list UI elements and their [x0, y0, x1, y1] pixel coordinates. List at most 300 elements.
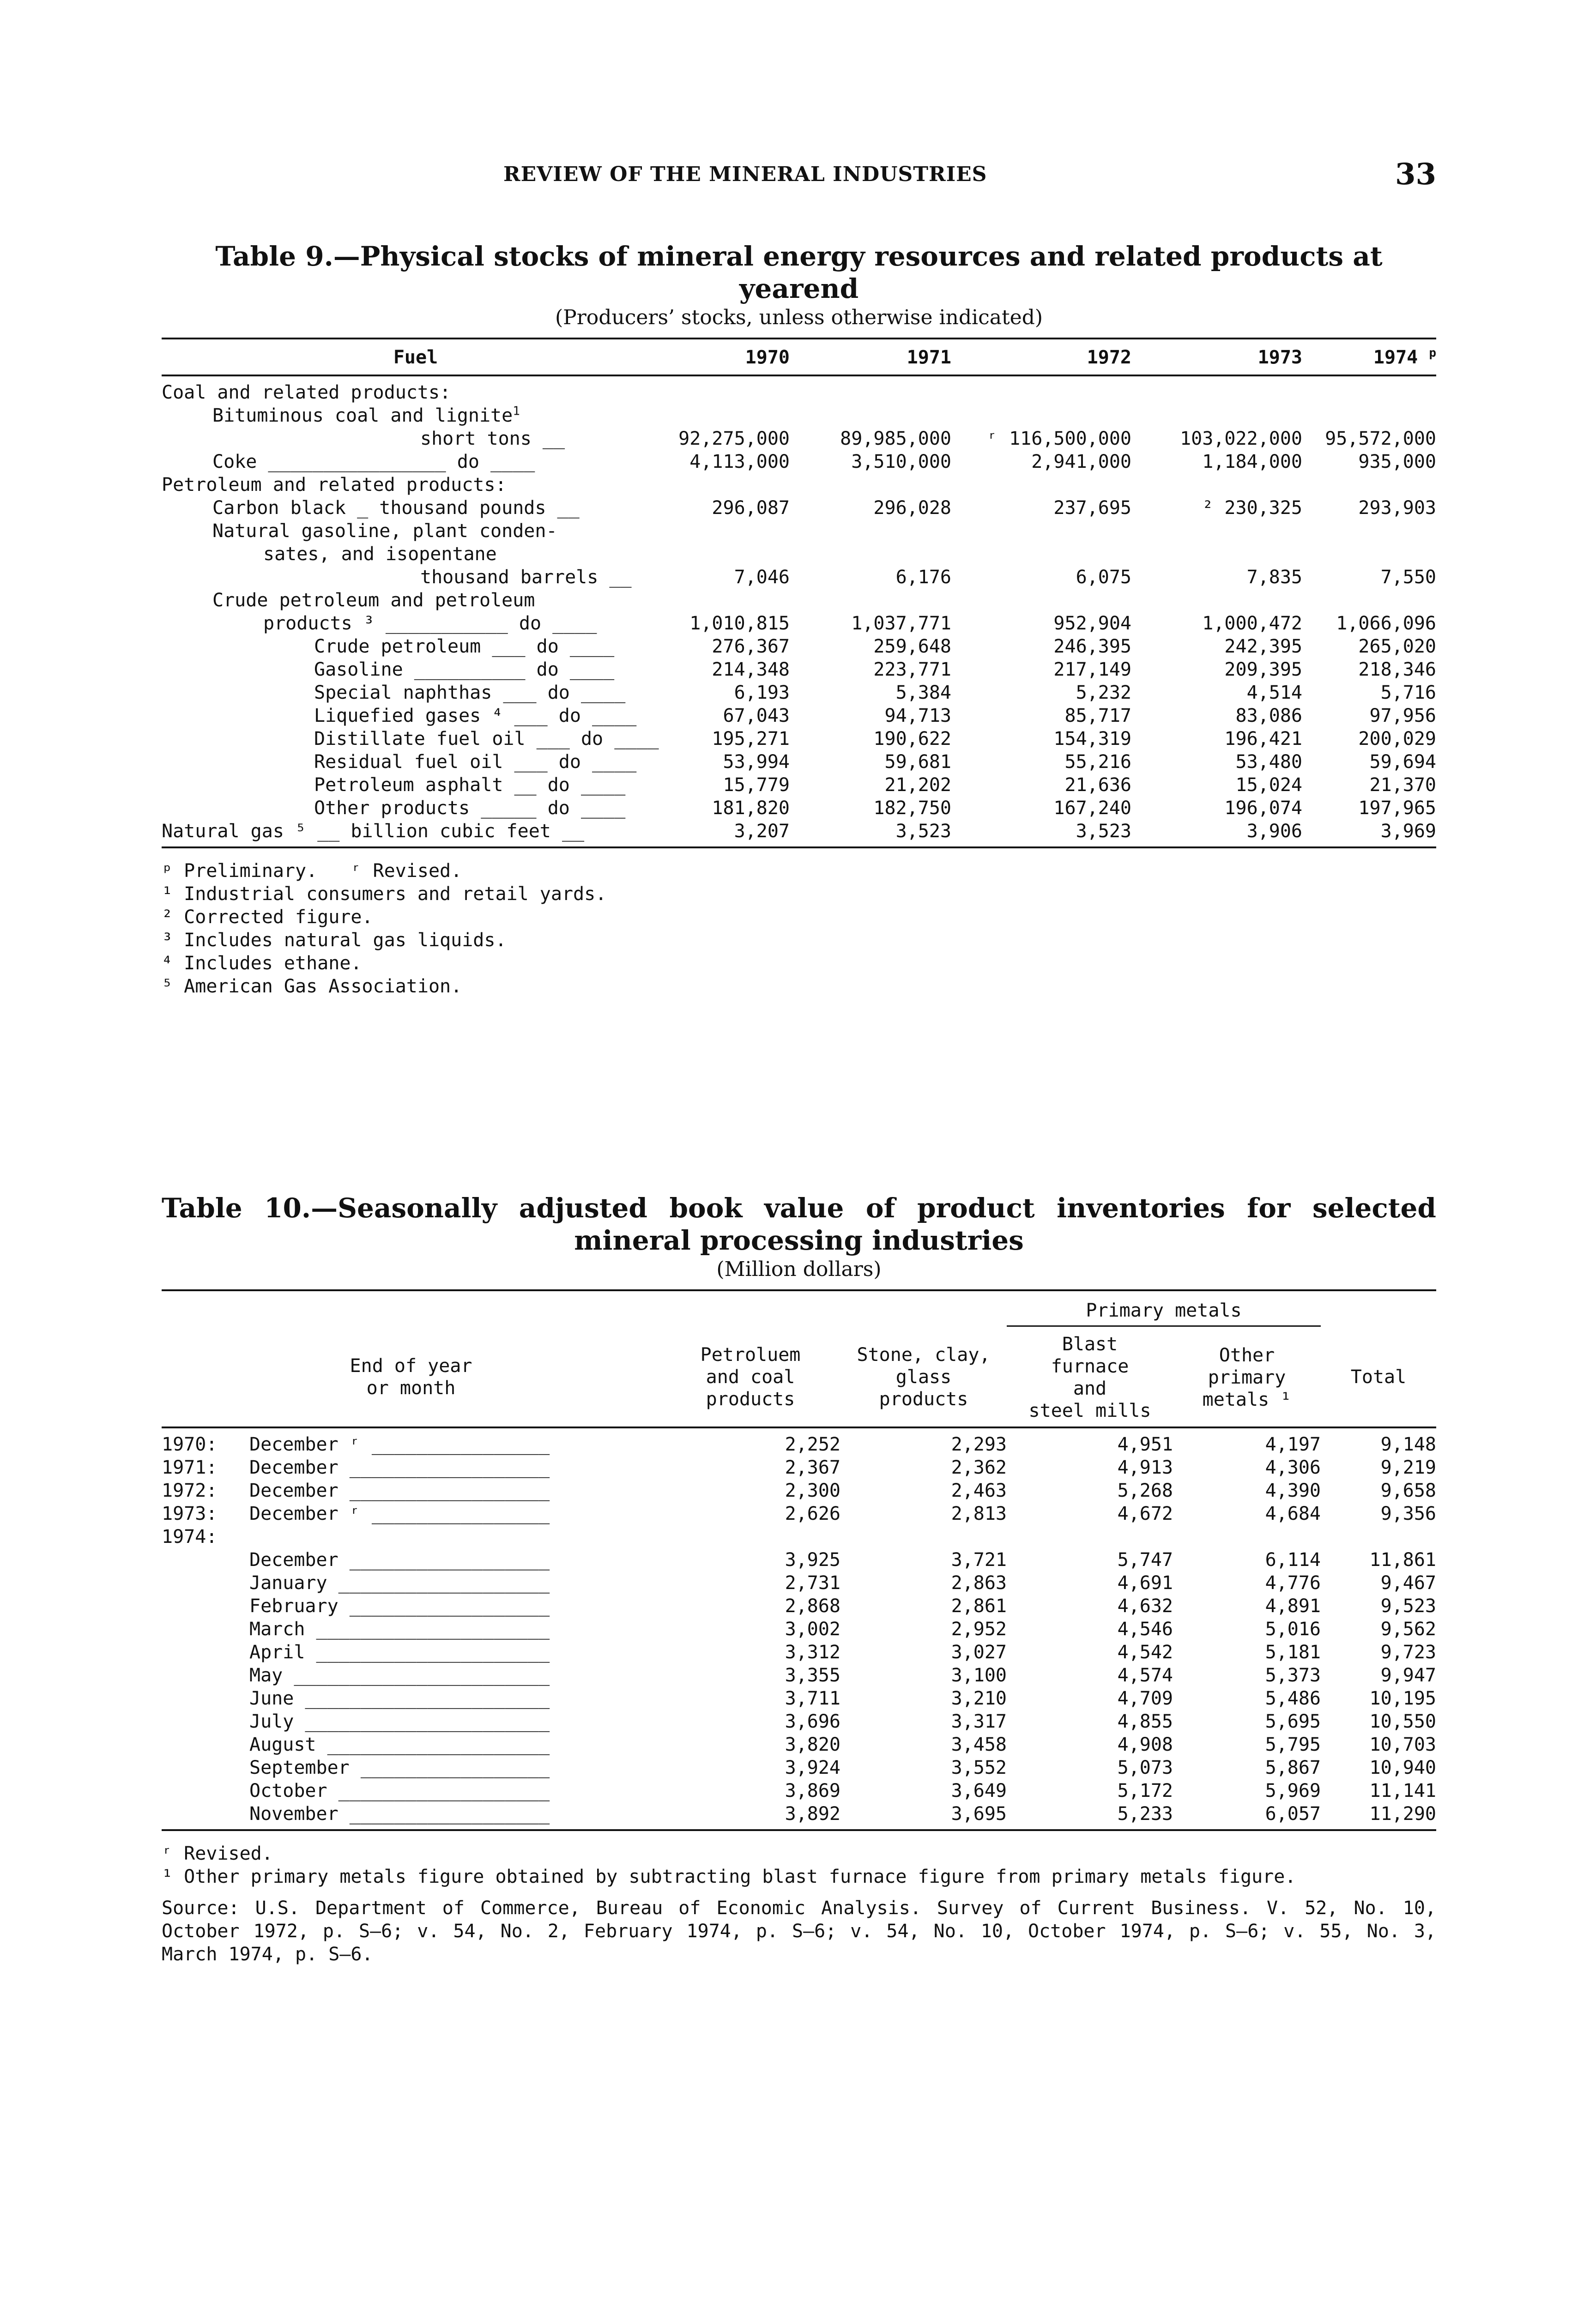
- table-row: [162, 774, 1436, 797]
- row-label-text: Distillate fuel oil ___ do ____: [314, 728, 659, 750]
- cell-value: 5,747: [1117, 1549, 1173, 1571]
- month-text: December ʳ: [249, 1434, 361, 1455]
- cell-value: 167,240: [1053, 798, 1131, 819]
- cell-value: 4,684: [1265, 1503, 1321, 1524]
- table-row: [162, 566, 1436, 589]
- month-text: December ʳ: [249, 1503, 361, 1524]
- cell-value: 1,010,815: [689, 613, 790, 634]
- cell-value: 11,290: [1321, 1802, 1436, 1830]
- cell-value: [790, 473, 951, 496]
- cell-value: 5,233: [1007, 1802, 1173, 1830]
- cell-value: 2,813: [951, 1503, 1007, 1524]
- row-label-text: Other products _____ do ____: [314, 798, 626, 819]
- leader-dots: ___________________: [327, 1780, 550, 1801]
- table10-subtitle: (Million dollars): [716, 1257, 882, 1281]
- table-row: [162, 427, 1436, 450]
- row-label-text: Coke ________________ do ____: [212, 451, 535, 472]
- table-row: [162, 1479, 1436, 1502]
- cell-value: [670, 375, 790, 404]
- cell-value: 6,075: [1076, 567, 1131, 588]
- cell-value: 3,002: [785, 1619, 840, 1640]
- table-row: [162, 473, 1436, 496]
- cell-value: 5,373: [1265, 1665, 1321, 1686]
- table-row: [162, 612, 1436, 635]
- cell-value: 1,184,000: [1202, 451, 1302, 472]
- cell-value: 5,486: [1265, 1688, 1321, 1709]
- table-row: [162, 1548, 1436, 1572]
- row-label-text: short tons __: [420, 428, 565, 449]
- row-label: [162, 612, 670, 635]
- cell-value: 2,367: [785, 1457, 840, 1478]
- cell-value: 2,861: [951, 1596, 1007, 1617]
- row-label-text: Special naphthas ___ do ____: [314, 682, 626, 703]
- row-label-text: products ³ ___________ do ____: [263, 613, 597, 634]
- month-cell: [249, 1548, 660, 1572]
- footnote-ref: 1: [513, 404, 520, 418]
- cell-value: 5,172: [1117, 1780, 1173, 1801]
- table-row: [162, 658, 1436, 681]
- cell-value: 5,073: [1117, 1757, 1173, 1778]
- cell-value: 237,695: [1053, 497, 1131, 519]
- cell-value: 5,695: [1265, 1711, 1321, 1732]
- month-cell: [249, 1456, 660, 1479]
- leader-dots: _______________________: [283, 1665, 550, 1686]
- cell-value: 3,649: [951, 1780, 1007, 1801]
- month-cell: [249, 1641, 660, 1664]
- month-cell: [249, 1618, 660, 1641]
- cell-value: [951, 375, 1131, 404]
- table9: [162, 338, 1436, 848]
- cell-value: 3,695: [840, 1802, 1007, 1830]
- table-row: [162, 820, 1436, 847]
- cell-value: 55,216: [1064, 751, 1131, 773]
- cell-value: 9,723: [1380, 1642, 1436, 1663]
- cell-value: [951, 473, 1131, 496]
- cell-value: 4,546: [1117, 1619, 1173, 1640]
- leader-dots: _____________________: [305, 1642, 550, 1663]
- table-row: [162, 1595, 1436, 1618]
- cell-value: 5,795: [1265, 1734, 1321, 1755]
- cell-value: 4,574: [1117, 1665, 1173, 1686]
- cell-value: 59,681: [884, 751, 951, 773]
- document-page: [162, 157, 1436, 1966]
- cell-value: 4,951: [1117, 1434, 1173, 1455]
- cell-value: 2,863: [951, 1572, 1007, 1594]
- table-row: [162, 727, 1436, 750]
- table10-title: Table 10.—Seasonally adjusted book value of product inventories for selected mineral processing industries: [162, 1192, 1436, 1256]
- table-row: [162, 635, 1436, 658]
- month-cell: [249, 1733, 660, 1756]
- cell-value: 9,219: [1380, 1457, 1436, 1478]
- cell-value: 9,947: [1380, 1665, 1436, 1686]
- primary-metals-header: Primary metals: [1007, 1290, 1321, 1326]
- cell-value: 3,458: [951, 1734, 1007, 1755]
- cell-value: 3,696: [785, 1711, 840, 1732]
- table-row: [162, 797, 1436, 820]
- page-number: 33: [1395, 157, 1436, 192]
- month-cell: [249, 1687, 660, 1710]
- row-label: [162, 520, 670, 543]
- cell-value: 154,319: [1053, 728, 1131, 750]
- row-label-text: Residual fuel oil ___ do ____: [314, 751, 637, 773]
- cell-value: 3,210: [951, 1688, 1007, 1709]
- leader-dots: __________________: [338, 1480, 550, 1501]
- table-row: [162, 589, 1436, 612]
- running-header: [162, 157, 1436, 208]
- cell-value: 10,195: [1369, 1688, 1436, 1709]
- row-label-text: Crude petroleum ___ do ____: [314, 636, 615, 657]
- cell-value: 190,622: [873, 728, 951, 750]
- cell-value: 3,721: [951, 1549, 1007, 1571]
- cell-value: [951, 520, 1131, 543]
- table-row: [162, 1756, 1436, 1779]
- col-fuel: Fuel: [162, 338, 670, 375]
- cell-value: 182,750: [873, 798, 951, 819]
- cell-value: 196,421: [1224, 728, 1302, 750]
- footnote: ᵖ Preliminary. ʳ Revised.: [162, 860, 462, 882]
- cell-value: 5,181: [1265, 1642, 1321, 1663]
- cell-value: [790, 404, 951, 427]
- cell-value: 3,820: [785, 1734, 840, 1755]
- row-label: [162, 496, 670, 520]
- cell-value: 3,552: [951, 1757, 1007, 1778]
- row-label-text: Petroleum asphalt __ do ____: [314, 774, 626, 796]
- cell-value: 209,395: [1224, 659, 1302, 680]
- month-cell: [249, 1664, 660, 1687]
- table9-subtitle: (Producers’ stocks, unless otherwise indicated): [555, 306, 1043, 329]
- cell-value: 10,940: [1369, 1757, 1436, 1778]
- cell-value: 4,855: [1117, 1711, 1173, 1732]
- col-1973: 1973: [1131, 338, 1302, 375]
- table-row: [162, 1427, 1436, 1456]
- cell-value: 5,716: [1380, 682, 1436, 703]
- row-label: [162, 681, 670, 704]
- cell-value: 10,703: [1369, 1734, 1436, 1755]
- cell-value: 3,523: [951, 820, 1131, 847]
- cell-value: 9,562: [1380, 1619, 1436, 1640]
- cell-value: 6,176: [895, 567, 951, 588]
- cell-value: [670, 473, 790, 496]
- cell-value: [1302, 375, 1436, 404]
- year-cell: [162, 1802, 249, 1830]
- cell-value: 276,367: [712, 636, 790, 657]
- cell-value: 7,046: [734, 567, 790, 588]
- table-row: [162, 404, 1436, 427]
- month-cell: [249, 1525, 660, 1548]
- cell-value: 4,776: [1265, 1572, 1321, 1594]
- year-cell: [162, 1618, 249, 1641]
- month-cell: [249, 1802, 660, 1830]
- col-1971: 1971: [790, 338, 951, 375]
- cell-value: 3,355: [785, 1665, 840, 1686]
- cell-value: [1131, 375, 1302, 404]
- table-row: [162, 375, 1436, 404]
- cell-value: [1321, 1525, 1436, 1548]
- footnote: ³ Includes natural gas liquids.: [162, 930, 507, 951]
- year-cell: [162, 1595, 249, 1618]
- cell-value: 3,317: [951, 1711, 1007, 1732]
- cell-value: 3,207: [670, 820, 790, 847]
- year-cell: [162, 1572, 249, 1595]
- cell-value: 3,892: [660, 1802, 840, 1830]
- year-cell: [162, 1710, 249, 1733]
- leader-dots: ______________________: [294, 1688, 550, 1709]
- row-label: [162, 589, 670, 612]
- cell-value: 6,193: [734, 682, 790, 703]
- month-text: December: [249, 1457, 339, 1478]
- cell-value: 242,395: [1224, 636, 1302, 657]
- cell-value: [1131, 473, 1302, 496]
- row-label: [162, 704, 670, 727]
- cell-value: 3,312: [785, 1642, 840, 1663]
- row-label-text: sates, and isopentane: [263, 544, 497, 565]
- cell-value: 92,275,000: [678, 428, 790, 449]
- leader-dots: ___________________: [327, 1572, 550, 1594]
- cell-value: 85,717: [1064, 705, 1131, 726]
- cell-value: 4,632: [1117, 1596, 1173, 1617]
- cell-value: 2,731: [785, 1572, 840, 1594]
- cell-value: 3,027: [951, 1642, 1007, 1663]
- month-cell: [249, 1756, 660, 1779]
- month-text: February: [249, 1596, 339, 1617]
- col-blast-furnace: Blast furnace and steel mills: [1007, 1326, 1173, 1428]
- table-row: [162, 1641, 1436, 1664]
- cell-value: 5,384: [895, 682, 951, 703]
- year-cell: [162, 1733, 249, 1756]
- cell-value: [670, 520, 790, 543]
- cell-value: 67,043: [723, 705, 790, 726]
- col-1970: 1970: [670, 338, 790, 375]
- cell-value: 214,348: [712, 659, 790, 680]
- month-text: March: [249, 1619, 305, 1640]
- cell-value: [660, 1525, 840, 1548]
- cell-value: 4,113,000: [689, 451, 790, 472]
- cell-value: 15,779: [723, 774, 790, 796]
- cell-value: 2,463: [951, 1480, 1007, 1501]
- cell-value: 197,965: [1358, 798, 1436, 819]
- cell-value: [1302, 589, 1436, 612]
- cell-value: [1131, 543, 1302, 566]
- month-text: September: [249, 1757, 350, 1778]
- row-label-text: Crude petroleum and petroleum: [212, 590, 535, 611]
- month-text: December: [249, 1549, 339, 1571]
- leader-dots: __________________: [338, 1596, 550, 1617]
- cell-value: 196,074: [1224, 798, 1302, 819]
- cell-value: 259,648: [873, 636, 951, 657]
- row-label-text: Carbon black _ thousand pounds __: [212, 497, 580, 519]
- cell-value: 218,346: [1358, 659, 1436, 680]
- cell-value: 2,362: [951, 1457, 1007, 1478]
- table9-title: Table 9.—Physical stocks of mineral energy resources and related products at yearend: [215, 241, 1383, 304]
- cell-value: 3,924: [785, 1757, 840, 1778]
- cell-value: [951, 543, 1131, 566]
- cell-value: 4,709: [1117, 1688, 1173, 1709]
- cell-value: [840, 1525, 1007, 1548]
- col-period: End of year or month: [162, 1326, 660, 1428]
- cell-value: 4,913: [1117, 1457, 1173, 1478]
- cell-value: 21,370: [1369, 774, 1436, 796]
- cell-value: [1302, 404, 1436, 427]
- footnote: ² Corrected figure.: [162, 907, 373, 928]
- cell-value: 195,271: [712, 728, 790, 750]
- row-label: [162, 750, 670, 774]
- cell-value: 3,969: [1302, 820, 1436, 847]
- cell-value: 200,029: [1358, 728, 1436, 750]
- leader-dots: ______________________: [294, 1711, 550, 1732]
- month-text: May: [249, 1665, 283, 1686]
- row-label: [162, 404, 670, 427]
- table9-footnotes: [162, 859, 1436, 998]
- row-label: [162, 727, 670, 750]
- cell-value: 5,268: [1117, 1480, 1173, 1501]
- row-label: [162, 658, 670, 681]
- row-label: [162, 543, 670, 566]
- leader-dots: _____________________: [305, 1619, 550, 1640]
- cell-value: 181,820: [712, 798, 790, 819]
- cell-value: 2,626: [785, 1503, 840, 1524]
- year-cell: 1971:: [162, 1457, 218, 1478]
- cell-value: [1131, 589, 1302, 612]
- cell-value: 9,467: [1380, 1572, 1436, 1594]
- table10-section: [162, 1192, 1436, 1966]
- month-cell: [249, 1502, 660, 1525]
- cell-value: 11,141: [1369, 1780, 1436, 1801]
- cell-value: 21,202: [884, 774, 951, 796]
- cell-value: 223,771: [873, 659, 951, 680]
- month-text: August: [249, 1734, 316, 1755]
- cell-value: 59,694: [1369, 751, 1436, 773]
- cell-value: [1131, 520, 1302, 543]
- table9-header-row: [162, 338, 1436, 375]
- table10-footnotes: [162, 1842, 1436, 1888]
- year-cell: [162, 1641, 249, 1664]
- table-row: [162, 1502, 1436, 1525]
- col-petroleum: Petroluem and coal products: [660, 1326, 840, 1428]
- cell-value: 4,390: [1265, 1480, 1321, 1501]
- cell-value: 53,480: [1235, 751, 1302, 773]
- cell-value: 6,057: [1173, 1802, 1321, 1830]
- cell-value: 95,572,000: [1325, 428, 1436, 449]
- cell-value: 21,636: [1064, 774, 1131, 796]
- cell-value: 9,658: [1380, 1480, 1436, 1501]
- cell-value: 6,114: [1265, 1549, 1321, 1571]
- cell-value: [951, 404, 1131, 427]
- row-label-text: Bituminous coal and lignite: [212, 405, 513, 426]
- cell-value: 3,510,000: [851, 451, 951, 472]
- cell-value: 4,908: [1117, 1734, 1173, 1755]
- cell-value: 9,148: [1380, 1434, 1436, 1455]
- cell-value: [1302, 520, 1436, 543]
- cell-value: 7,550: [1380, 567, 1436, 588]
- cell-value: 4,891: [1265, 1596, 1321, 1617]
- cell-value: 1,066,096: [1336, 613, 1436, 634]
- cell-value: 2,293: [951, 1434, 1007, 1455]
- month-text: April: [249, 1642, 305, 1663]
- row-label: [162, 566, 670, 589]
- cell-value: 2,252: [785, 1434, 840, 1455]
- year-cell: 1973:: [162, 1503, 218, 1524]
- row-label-text: Natural gasoline, plant conden-: [212, 520, 557, 542]
- year-cell: [162, 1664, 249, 1687]
- cell-value: 9,356: [1380, 1503, 1436, 1524]
- table-row: [162, 520, 1436, 543]
- cell-value: [790, 375, 951, 404]
- cell-value: 4,197: [1265, 1434, 1321, 1455]
- month-cell: [249, 1427, 660, 1456]
- row-label: [162, 797, 670, 820]
- col-other-primary: Other primary metals ¹: [1173, 1326, 1321, 1428]
- cell-value: 3,523: [790, 820, 951, 847]
- cell-value: 103,022,000: [1180, 428, 1302, 449]
- cell-value: [670, 404, 790, 427]
- cell-value: [790, 589, 951, 612]
- cell-value: [670, 543, 790, 566]
- leader-dots: ________________: [360, 1503, 550, 1524]
- year-cell: [162, 1687, 249, 1710]
- col-1974: 1974 $^p$: [1302, 338, 1436, 375]
- table-row: [162, 1710, 1436, 1733]
- cell-value: [1302, 473, 1436, 496]
- cell-value: 296,087: [712, 497, 790, 519]
- leader-dots: __________________: [338, 1457, 550, 1478]
- cell-value: 3,925: [785, 1549, 840, 1571]
- leader-dots: ________________: [360, 1434, 550, 1455]
- month-text: October: [249, 1780, 327, 1801]
- cell-value: 10,550: [1369, 1711, 1436, 1732]
- row-label-text: Natural gas ⁵ __ billion cubic feet __: [162, 821, 585, 842]
- row-label: [162, 635, 670, 658]
- row-label: [162, 375, 670, 404]
- footnote: ⁵ American Gas Association.: [162, 976, 462, 997]
- month-text: November: [249, 1803, 339, 1825]
- leader-dots: ____________________: [316, 1734, 550, 1755]
- table-row: [162, 1618, 1436, 1641]
- cell-value: 11,861: [1369, 1549, 1436, 1571]
- year-cell: 1970:: [162, 1434, 218, 1455]
- row-label: [162, 774, 670, 797]
- cell-value: 94,713: [884, 705, 951, 726]
- cell-value: ʳ 116,500,000: [986, 428, 1131, 449]
- cell-value: 246,395: [1053, 636, 1131, 657]
- row-label-text: Coal and related products:: [162, 382, 451, 403]
- cell-value: [1173, 1525, 1321, 1548]
- table-row: [162, 450, 1436, 473]
- cell-value: 4,672: [1117, 1503, 1173, 1524]
- table-row: [162, 496, 1436, 520]
- cell-value: 1,000,472: [1202, 613, 1302, 634]
- table-row: [162, 704, 1436, 727]
- table-row: [162, 750, 1436, 774]
- cell-value: 89,985,000: [840, 428, 951, 449]
- cell-value: 217,149: [1053, 659, 1131, 680]
- year-cell: [162, 1548, 249, 1572]
- table10-source: Source: U.S. Department of Commerce, Bureau of Economic Analysis. Survey of Current Business. V. 52, No. 10, October 1972, p. S–6; v. 54, No. 2, February 1974, p. S–6; v. 54, No. 10, October 1974, p. S–6; v. 55, No. 3, March 1974, p. S–6.: [162, 1898, 1436, 1965]
- cell-value: 3,100: [951, 1665, 1007, 1686]
- running-title: REVIEW OF THE MINERAL INDUSTRIES: [503, 163, 987, 186]
- table9-body: [162, 375, 1436, 847]
- table-row: [162, 1525, 1436, 1548]
- cell-value: 293,903: [1358, 497, 1436, 519]
- leader-dots: __________________: [338, 1549, 550, 1571]
- month-cell: [249, 1572, 660, 1595]
- year-cell: 1974:: [162, 1526, 218, 1547]
- footnote: ʳ Revised.: [162, 1843, 273, 1864]
- cell-value: 5,969: [1265, 1780, 1321, 1801]
- cell-value: 4,514: [1246, 682, 1302, 703]
- table-row: [162, 1664, 1436, 1687]
- cell-value: [790, 520, 951, 543]
- table-row: [162, 681, 1436, 704]
